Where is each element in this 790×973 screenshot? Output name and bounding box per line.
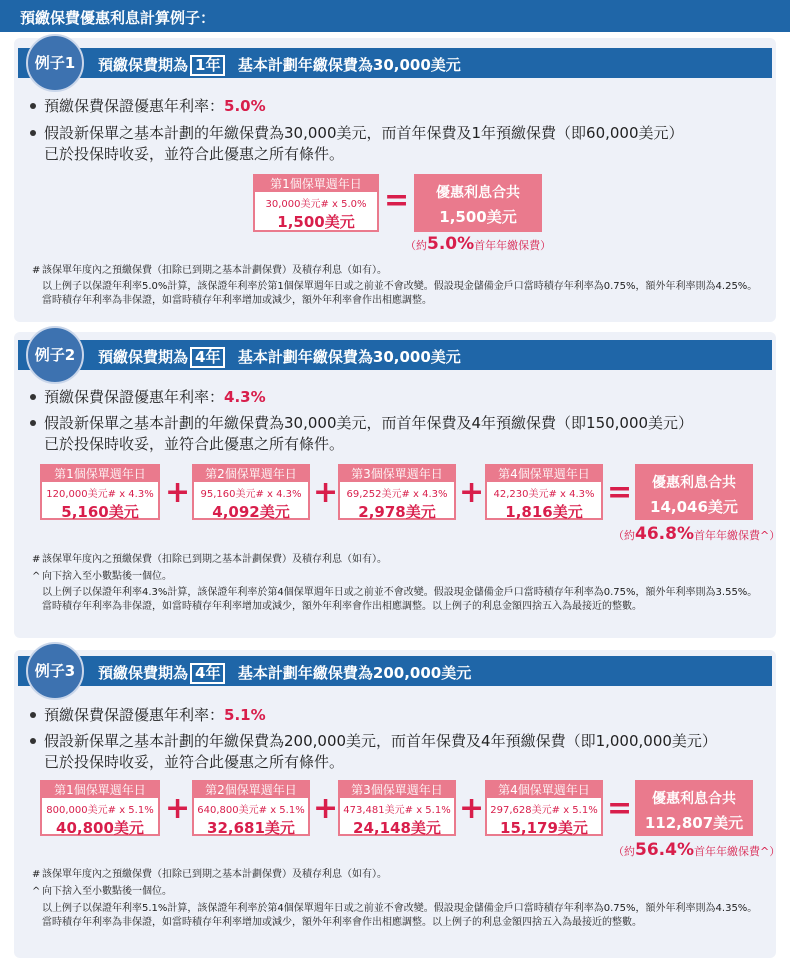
anniversary-box <box>40 464 160 520</box>
rate-value: 5.0% <box>224 97 266 115</box>
footnote <box>42 586 762 614</box>
assumption-line: 假設新保單之基本計劃的年繳保費為30,000美元，而首年保費及1年預繳保費（即60,000美元） <box>44 124 684 142</box>
heading-year: 4年 <box>190 347 225 368</box>
footnote-text: 以上例子以保證年利率5.1%計算，該保證年利率於第4個保單週年日或之前並不會改變。假設現金儲備金戶口當時積存年利率為0.75%，額外年利率則為4.35%。當時積存年利率為非保證，如當時積存年利率增加或減少，額外年利率會作出相應調整。以上例子的利息金額四捨五入為最接近的整數。 <box>42 903 758 928</box>
heading-year: 1年 <box>190 55 225 76</box>
pct-suffix: 首年年繳保費） <box>474 239 552 252</box>
total-amount: 112,807美元 <box>644 814 744 832</box>
plus-sign: + <box>313 475 339 510</box>
interest-amount: 1,816美元 <box>505 503 583 521</box>
footnote-text: 該保單年度內之預繳保費（扣除已到期之基本計劃保費）及積存利息（如有）。 <box>42 554 387 565</box>
footnote-mark: # <box>32 554 41 565</box>
total-amount: 14,046美元 <box>650 498 738 516</box>
anniversary-header: 第2個保單週年日 <box>194 466 308 482</box>
footnote-mark: ^ <box>32 571 41 582</box>
equals-sign: = <box>384 183 410 218</box>
footnote-text: 以上例子以保證年利率5.0%計算，該保證年利率於第1個保單週年日或之前並不會改變。假設現金儲備金戶口當時積存年利率為0.75%，額外年利率則為4.25%。當時積存年利率為非保證，如當時積存年利率增加或減少，額外年利率會作出相應調整。 <box>42 281 758 306</box>
footnote-text: 該保單年度內之預繳保費（扣除已到期之基本計劃保費）及積存利息（如有）。 <box>42 869 387 880</box>
interest-calc: 640,800美元# x 5.1% <box>197 805 305 816</box>
anniversary-box <box>253 174 379 232</box>
page-title: 預繳保費優惠利息計算例子： <box>0 0 790 32</box>
anniversary-header: 第4個保單週年日 <box>487 466 601 482</box>
interest-amount: 2,978美元 <box>358 503 436 521</box>
footnote-text: 向下捨入至小數點後一個位。 <box>42 571 172 582</box>
rate-bullet <box>44 387 266 407</box>
assumption-line: 已於投保時收妥，並符合此優惠之所有條件。 <box>44 145 345 163</box>
heading-suffix: 基本計劃年繳保費為200,000美元 <box>237 664 472 682</box>
total-interest-box <box>414 174 542 232</box>
interest-amount: 40,800美元 <box>56 819 144 837</box>
example-heading <box>18 48 772 78</box>
plus-sign: + <box>165 475 191 510</box>
footnote-text: 以上例子以保證年利率4.3%計算，該保證年利率於第4個保單週年日或之前並不會改變。假設現金儲備金戶口當時積存年利率為0.75%，額外年利率則為3.55%。當時積存年利率為非保證，如當時積存年利率增加或減少，額外年利率會作出相應調整。以上例子的利息金額四捨五入為最接近的整數。 <box>42 587 758 612</box>
total-label: 優惠利息合共 <box>436 185 520 201</box>
interest-calc: 30,000美元# x 5.0% <box>265 199 367 210</box>
heading-suffix: 基本計劃年繳保費為30,000美元 <box>237 56 461 74</box>
footnote <box>32 885 762 899</box>
interest-calc: 297,628美元# x 5.1% <box>490 805 598 816</box>
footnote-mark: ^ <box>32 886 41 897</box>
rate-bullet <box>44 96 266 116</box>
rate-label: 預繳保費保證優惠年利率： <box>44 97 225 115</box>
rate-label: 預繳保費保證優惠年利率： <box>44 706 225 724</box>
pct-value: 56.4% <box>635 840 694 860</box>
anniversary-box <box>485 780 603 836</box>
interest-calc: 42,230美元# x 4.3% <box>493 489 595 500</box>
percentage-note <box>405 234 551 254</box>
plus-sign: + <box>459 791 485 826</box>
anniversary-box <box>192 780 310 836</box>
anniversary-box <box>338 464 456 520</box>
total-interest-box <box>635 780 753 836</box>
heading-prefix: 預繳保費期為 <box>98 56 189 74</box>
total-label: 優惠利息合共 <box>652 791 736 807</box>
footnote <box>42 280 762 308</box>
anniversary-box <box>338 780 456 836</box>
interest-amount: 5,160美元 <box>61 503 139 521</box>
assumption-bullet <box>44 123 764 165</box>
plus-sign: + <box>313 791 339 826</box>
plus-sign: + <box>459 475 485 510</box>
pct-suffix: 首年年繳保費^） <box>693 845 781 858</box>
interest-calc: 69,252美元# x 4.3% <box>346 489 448 500</box>
percentage-note <box>613 840 780 860</box>
percentage-note <box>613 524 780 544</box>
example-badge: 例子2 <box>26 326 84 384</box>
rate-label: 預繳保費保證優惠年利率： <box>44 388 225 406</box>
anniversary-header: 第2個保單週年日 <box>194 782 308 798</box>
total-label: 優惠利息合共 <box>652 475 736 491</box>
anniversary-header: 第1個保單週年日 <box>42 466 158 482</box>
footnote-mark: # <box>32 869 41 880</box>
footnote-text: 向下捨入至小數點後一個位。 <box>42 886 172 897</box>
footnote <box>32 868 762 882</box>
assumption-line: 假設新保單之基本計劃的年繳保費為30,000美元，而首年保費及4年預繳保費（即150,000美元） <box>44 414 694 432</box>
interest-amount: 1,500美元 <box>277 213 355 231</box>
pct-prefix: （約 <box>613 845 635 858</box>
assumption-bullet <box>44 413 764 455</box>
total-amount: 1,500美元 <box>439 208 517 226</box>
footnote <box>32 264 762 278</box>
anniversary-box <box>192 464 310 520</box>
rate-bullet <box>44 705 266 725</box>
equals-sign: = <box>607 791 633 826</box>
anniversary-header: 第4個保單週年日 <box>487 782 601 798</box>
footnote <box>32 570 762 584</box>
anniversary-header: 第3個保單週年日 <box>340 466 454 482</box>
interest-calc: 800,000美元# x 5.1% <box>46 805 154 816</box>
footnote <box>42 902 762 930</box>
interest-calc: 95,160美元# x 4.3% <box>200 489 302 500</box>
pct-value: 46.8% <box>635 524 694 544</box>
plus-sign: + <box>165 791 191 826</box>
footnote <box>32 553 762 567</box>
interest-amount: 32,681美元 <box>207 819 295 837</box>
heading-prefix: 預繳保費期為 <box>98 348 189 366</box>
footnote-text: 該保單年度內之預繳保費（扣除已到期之基本計劃保費）及積存利息（如有）。 <box>42 265 387 276</box>
example-heading <box>18 340 772 370</box>
assumption-line: 假設新保單之基本計劃的年繳保費為200,000美元，而首年保費及4年預繳保費（即1,000,000美元） <box>44 732 717 750</box>
anniversary-box <box>40 780 160 836</box>
interest-calc: 120,000美元# x 4.3% <box>46 489 154 500</box>
interest-amount: 24,148美元 <box>353 819 441 837</box>
pct-prefix: （約 <box>613 529 635 542</box>
interest-amount: 4,092美元 <box>212 503 290 521</box>
anniversary-header: 第3個保單週年日 <box>340 782 454 798</box>
heading-suffix: 基本計劃年繳保費為30,000美元 <box>237 348 461 366</box>
anniversary-box <box>485 464 603 520</box>
example-badge: 例子1 <box>26 34 84 92</box>
interest-amount: 15,179美元 <box>500 819 588 837</box>
rate-value: 4.3% <box>224 388 266 406</box>
rate-value: 5.1% <box>224 706 266 724</box>
footnote-mark: # <box>32 265 41 276</box>
anniversary-header: 第1個保單週年日 <box>42 782 158 798</box>
anniversary-header: 第1個保單週年日 <box>255 176 377 192</box>
total-interest-box <box>635 464 753 520</box>
interest-calc: 473,481美元# x 5.1% <box>343 805 451 816</box>
assumption-line: 已於投保時收妥，並符合此優惠之所有條件。 <box>44 435 345 453</box>
heading-prefix: 預繳保費期為 <box>98 664 189 682</box>
assumption-line: 已於投保時收妥，並符合此優惠之所有條件。 <box>44 753 345 771</box>
heading-year: 4年 <box>190 663 225 684</box>
pct-prefix: （約 <box>405 239 427 252</box>
pct-value: 5.0% <box>427 234 475 254</box>
example-badge: 例子3 <box>26 642 84 700</box>
pct-suffix: 首年年繳保費^） <box>693 529 781 542</box>
assumption-bullet <box>44 731 764 773</box>
equals-sign: = <box>607 475 633 510</box>
example-heading <box>18 656 772 686</box>
